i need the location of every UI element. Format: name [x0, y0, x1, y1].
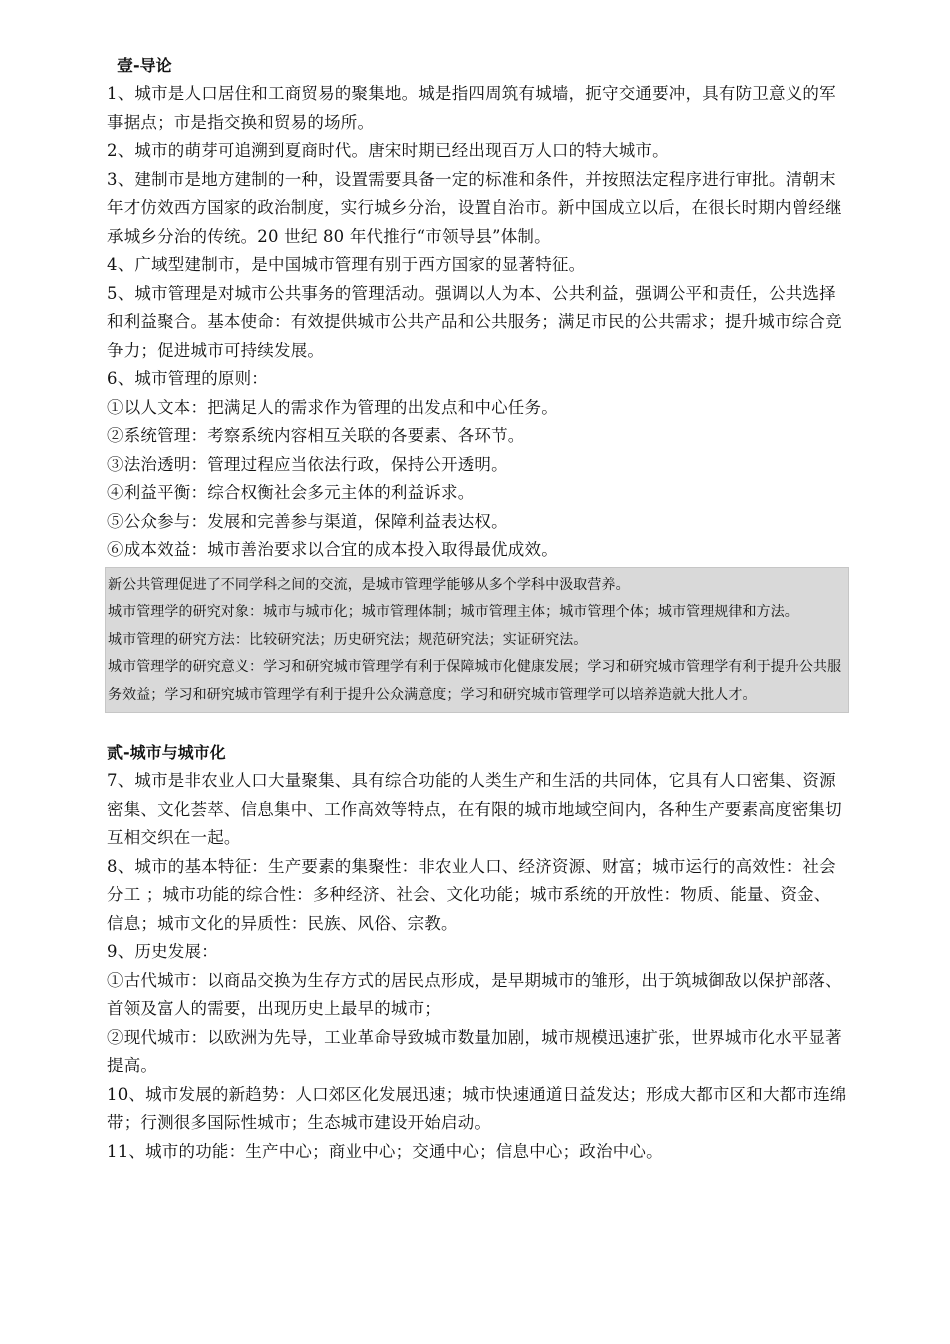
paragraph-5: 5、城市管理是对城市公共事务的管理活动。强调以人为本、公共利益，强调公平和责任，公共选择和利益聚合。基本使命：有效提供城市公共产品和公共服务；满足市民的公共需求；提升城市综合竞争力；促进城市可持续发展。 [107, 283, 842, 360]
principle-1: ①以人文本：把满足人的需求作为管理的出发点和中心任务。 [107, 397, 558, 417]
paragraph-11: 11、城市的功能：生产中心；商业中心；交通中心；信息中心；政治中心。 [107, 1141, 663, 1161]
paragraph-1: 1、城市是人口居住和工商贸易的聚集地。城是指四周筑有城墙，扼守交通要冲，具有防卫意义的军事据点；市是指交换和贸易的场所。 [107, 84, 836, 132]
paragraph-6: 6、城市管理的原则： [107, 369, 268, 388]
note-research-method: 城市管理的研究方法：比较研究法；历史研究法；规范研究法；实证研究法。 [108, 631, 588, 648]
highlighted-notes-block [105, 567, 849, 714]
document-page [107, 52, 847, 1166]
section-title-city-urbanization: 贰-城市与城市化 [107, 743, 226, 762]
principle-2: ②系统管理：考察系统内容相互关联的各要素、各环节。 [107, 426, 525, 445]
paragraph-2: 2、城市的萌芽可追溯到夏商时代。唐宋时期已经出现百万人口的特大城市。 [107, 141, 669, 160]
section-title-intro: 壹-导论 [117, 56, 172, 75]
paragraph-4: 4、广域型建制市，是中国城市管理有别于西方国家的显著特征。 [107, 255, 586, 274]
note-new-public-management: 新公共管理促进了不同学科之间的交流，是城市管理学能够从多个学科中汲取营养。 [108, 576, 630, 593]
history-ancient: ①古代城市：以商品交换为生存方式的居民点形成，是早期城市的雏形，出于筑城御敌以保护部落、首领及富人的需要，出现历史上最早的城市； [107, 970, 842, 1018]
paragraph-3: 3、建制市是地方建制的一种，设置需要具备一定的标准和条件，并按照法定程序进行审批。清朝末年才仿效西方国家的政治制度，实行城乡分治，设置自治市。新中国成立以后，在很长时期内曾经继承城乡分治的传统。20 世纪 80 年代推行“市领导县”体制。 [107, 169, 842, 246]
note-research-significance: 城市管理学的研究意义：学习和研究城市管理学有利于保障城市化健康发展；学习和研究城市管理学有利于提升公共服务效益；学习和研究城市管理学有利于提升公众满意度；学习和研究城市管理学可以培养造就大批人才。 [108, 659, 842, 703]
history-modern: ②现代城市：以欧洲为先导，工业革命导致城市数量加剧，城市规模迅速扩张，世界城市化水平显著提高。 [107, 1027, 842, 1075]
principle-5: ⑤公众参与：发展和完善参与渠道，保障利益表达权。 [107, 511, 508, 531]
principle-3: ③法治透明：管理过程应当依法行政，保持公开透明。 [107, 454, 508, 474]
paragraph-10: 10、城市发展的新趋势：人口郊区化发展迅速；城市快速通道日益发达；形成大都市区和大都市连绵带；行测很多国际性城市；生态城市建设开始启动。 [107, 1084, 847, 1132]
section-spacer [107, 713, 847, 739]
paragraph-7: 7、城市是非农业人口大量聚集、具有综合功能的人类生产和生活的共同体，它具有人口密集、资源密集、文化荟萃、信息集中、工作高效等特点，在有限的城市地域空间内，各种生产要素高度密集切互相交织在一起。 [107, 771, 842, 847]
paragraph-8: 8、城市的基本特征：生产要素的集聚性：非农业人口、经济资源、财富；城市运行的高效性：社会分工 ；城市功能的综合性：多种经济、社会、文化功能；城市系统的开放性：物质、能量、资金、信息；城市文化的异质性：民族、风俗、宗教。 [107, 856, 836, 933]
note-research-object: 城市管理学的研究对象：城市与城市化；城市管理体制；城市管理主体；城市管理个体；城市管理规律和方法。 [108, 604, 799, 620]
principle-4: ④利益平衡：综合权衡社会多元主体的利益诉求。 [107, 483, 475, 502]
principle-6: ⑥成本效益：城市善治要求以合宜的成本投入取得最优成效。 [107, 540, 558, 559]
paragraph-9: 9、历史发展： [107, 942, 218, 961]
